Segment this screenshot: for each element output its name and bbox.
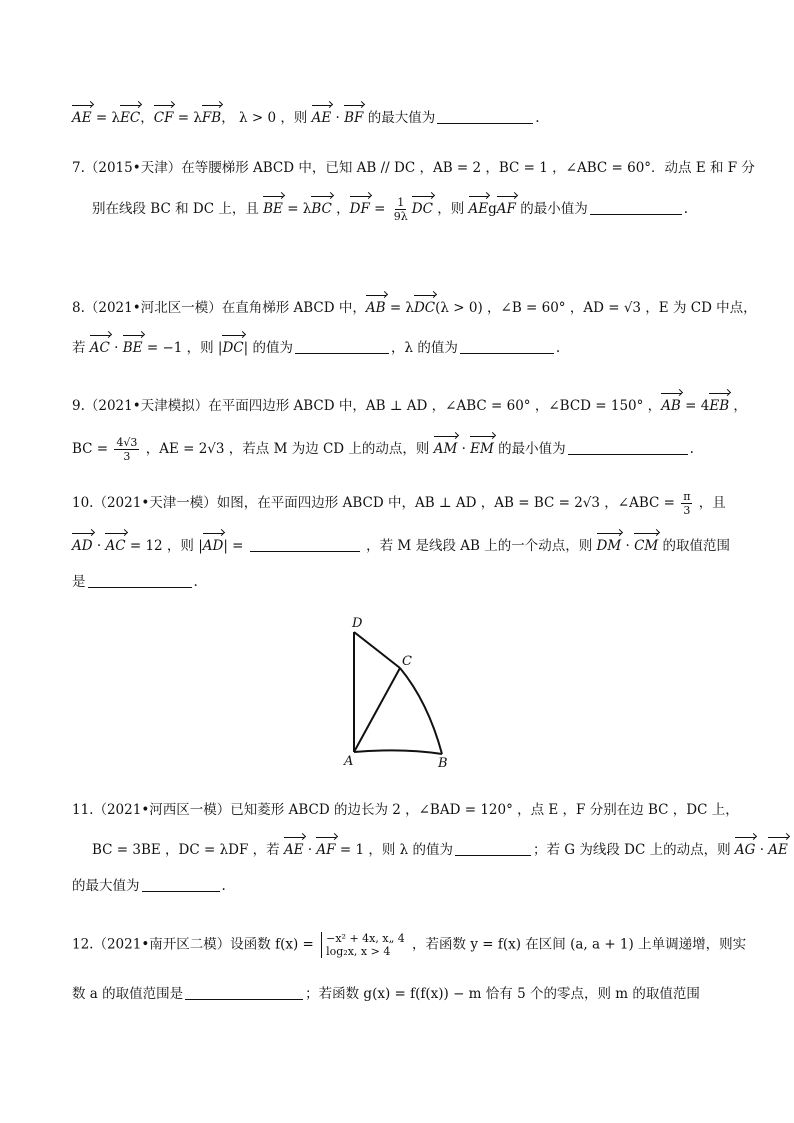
q9-line2: BC = $\frac{4√3}{3}$ ，AE = 2√3 ，若点 M 为边 CD 上的动点，则 AM · EM 的最小值为 . (72, 436, 694, 463)
answer-blank[interactable] (295, 339, 389, 354)
answer-blank[interactable] (437, 109, 533, 124)
answer-blank[interactable] (568, 440, 688, 455)
label-b: B (438, 756, 448, 771)
q10-line1: 10.（2021•天津一模）如图，在平面四边形 ABCD 中，AB ⊥ AD ，AB = BC = 2√3 ，∠ABC = $\frac{\pi}{3}$ ，且 (72, 490, 726, 517)
answer-blank[interactable] (460, 339, 554, 354)
segment-dc (354, 632, 400, 668)
vector-ac: AC (89, 340, 110, 356)
vector-dc: DC (411, 201, 433, 217)
answer-blank[interactable] (142, 877, 220, 892)
segment-cb (400, 668, 442, 754)
vector-ab: AB (661, 398, 681, 414)
answer-blank[interactable] (88, 573, 192, 588)
q10-line3: 是 . (72, 574, 198, 590)
vector-ag: AG (734, 842, 756, 858)
vector-dm: DM (596, 538, 622, 554)
q7-line2: 别在线段 BC 和 DC 上，且 BE = λBC ，DF = $\frac{1}{9\lambda}$ DC ，则 AEgAF 的最小值为 . (92, 196, 688, 223)
vector-be: BE (122, 340, 143, 356)
q8-line2: 若 AC · BE = −1 ，则 |DC| 的值为 ，λ 的值为 . (72, 340, 561, 356)
segment-ab (354, 750, 442, 754)
q7-line1: 7.（2015•天津）在等腰梯形 ABCD 中，已知 AB // DC ，AB = 2 ，BC = 1 ，∠ABC = 60°．动点 E 和 F 分 (72, 160, 755, 176)
label-c: C (402, 654, 412, 669)
fraction: $\frac{1}{9\lambda}$ (393, 196, 408, 223)
vector-eb: EB (709, 398, 730, 414)
vector-ae: AE (468, 201, 489, 217)
vector-dc: DC (222, 340, 244, 356)
vector-bc: BC (311, 201, 332, 217)
vector-em: EM (470, 441, 494, 457)
fraction: $\frac{4√3}{3}$ (116, 436, 138, 463)
segment-ac (354, 668, 400, 752)
vector-ae: AE (768, 842, 788, 858)
vector-ec: EC (120, 110, 141, 126)
vector-dc: DC (413, 300, 436, 316)
vector-ab: AB (365, 300, 386, 316)
answer-blank[interactable] (250, 537, 360, 552)
quadrilateral-diagram (330, 612, 470, 772)
vector-ad: AD (72, 538, 93, 554)
label-d: D (352, 616, 363, 631)
fraction: $\frac{\pi}{3}$ (683, 490, 691, 517)
geometry-figure (330, 612, 470, 772)
answer-blank[interactable] (455, 841, 531, 856)
answer-blank[interactable] (590, 200, 682, 215)
vector-be: BE (263, 201, 283, 217)
vector-ae: AE (72, 110, 92, 126)
label-a: A (344, 754, 354, 769)
vector-cm: CM (634, 538, 659, 554)
vector-am: AM (433, 441, 458, 457)
answer-blank[interactable] (185, 985, 303, 1000)
vector-bf: BF (344, 110, 364, 126)
q12-line2: 数 a 的取值范围是 ；若函数 g(x) = f(f(x)) − m 恰有 5 个的零点，则 m 的取值范围 (72, 986, 700, 1002)
q10-line2: AD · AC = 12 ，则 |AD| = ，若 M 是线段 AB 上的一个动点，则 DM · CM 的取值范围 (72, 538, 731, 554)
q9-line1: 9.（2021•天津模拟）在平面四边形 ABCD 中，AB ⊥ AD ，∠ABC = 60° ，∠BCD = 150° ，AB = 4EB ， (72, 398, 747, 414)
q11-line3: 的最大值为 . (72, 878, 226, 894)
vector-ad: AD (202, 538, 224, 554)
vector-ae: AE (311, 110, 332, 126)
q11-line1: 11.（2021•河西区一模）已知菱形 ABCD 的边长为 2 ，∠BAD = 120° ，点 E ，F 分别在边 BC ，DC 上， (72, 802, 739, 818)
piecewise-function: −x² + 4x, x„ 4 log₂x, x > 4 (321, 932, 405, 958)
vector-cf: CF (153, 110, 174, 126)
vector-ae: AE (283, 842, 304, 858)
vector-af: AF (316, 842, 336, 858)
vector-af: AF (496, 201, 516, 217)
vector-df: DF (349, 201, 370, 217)
q12-line1: 12.（2021•南开区二模）设函数 f(x) = −x² + 4x, x„ 4 log₂x, x > 4 ，若函数 y = f(x) 在区间 (a, a + 1) 上单调递增，则实 (72, 932, 747, 958)
q11-line2: BC = 3BE ，DC = λDF ，若 AE · AF = 1 ，则 λ 的值为 ；若 G 为线段 DC 上的动点，则 AG · AE (92, 842, 788, 858)
vector-ac: AC (105, 538, 126, 554)
q8-line1: 8.（2021•河北区一模）在直角梯形 ABCD 中，AB = λDC(λ > 0) ，∠B = 60° ，AD = √3 ，E 为 CD 中点， (72, 300, 757, 316)
vector-fb: FB (201, 110, 222, 126)
q6-tail: AE = λEC，CF = λFB， λ > 0 ，则 AE · BF 的最大值为 . (72, 110, 540, 126)
